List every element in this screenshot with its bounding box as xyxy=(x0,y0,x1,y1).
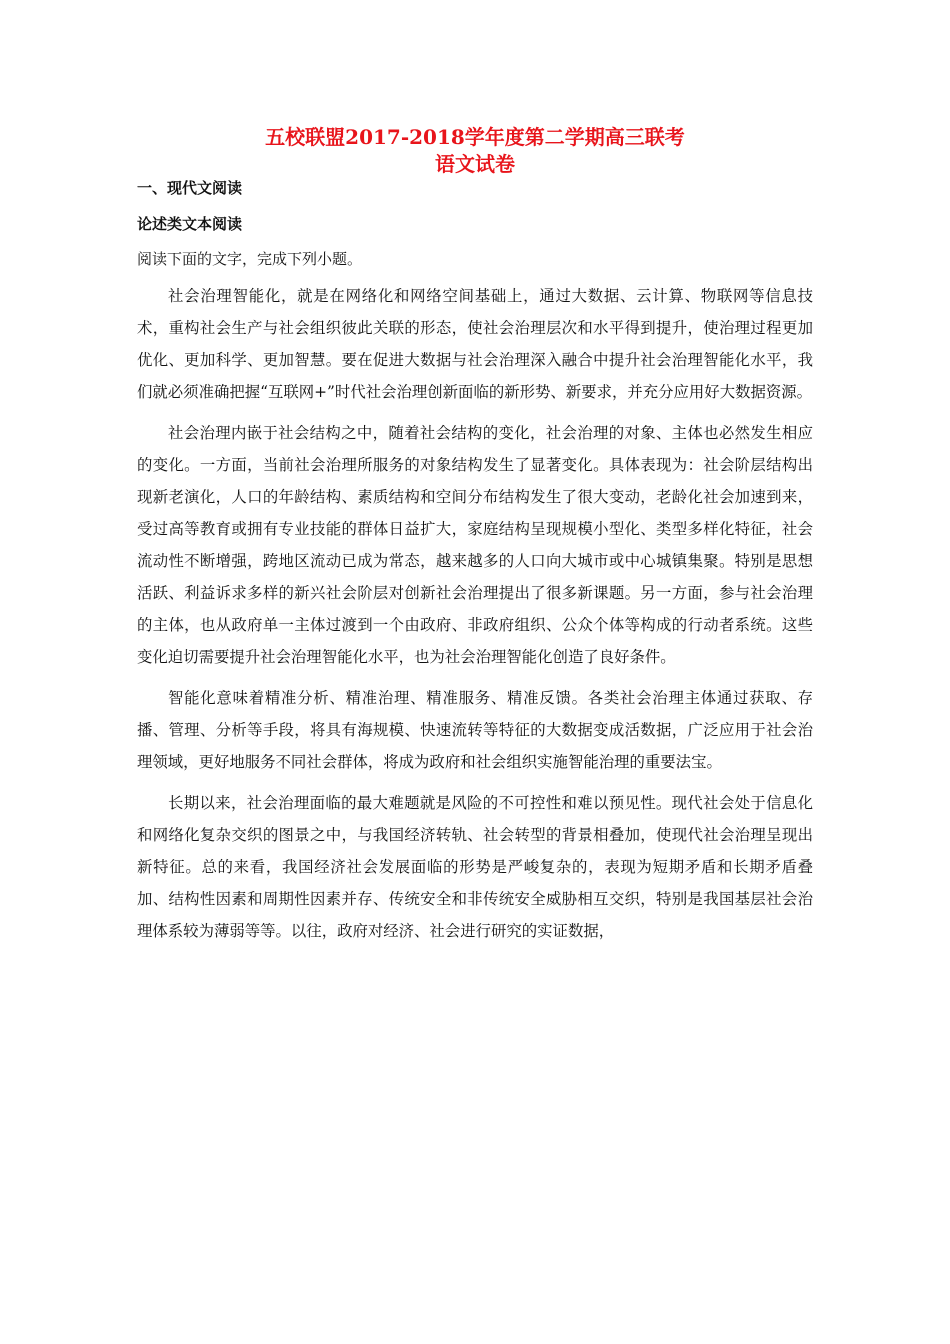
reading-instruction: 阅读下面的文字，完成下列小题。 xyxy=(137,250,363,268)
title-line-2: 语文试卷 xyxy=(435,152,515,176)
subsection-heading: 论述类文本阅读 xyxy=(137,215,243,233)
document-title xyxy=(0,124,950,178)
paragraph-3: 智能化意味着精准分析、精准治理、精准服务、精准反馈。各类社会治理主体通过获取、存播、管理、分析等手段，将具有海规模、快速流转等特征的大数据变成活数据，广泛应用于社会治理领域，更好地服务不同社会群体，将成为政府和社会组织实施智能治理的重要法宝。 xyxy=(137,689,813,771)
paragraph-2: 社会治理内嵌于社会结构之中，随着社会结构的变化，社会治理的对象、主体也必然发生相应的变化。一方面，当前社会治理所服务的对象结构发生了显著变化。具体表现为：社会阶层结构出现新老演化，人口的年龄结构、素质结构和空间分布结构发生了很大变动，老龄化社会加速到来，受过高等教育或拥有专业技能的群体日益扩大，家庭结构呈现规模小型化、类型多样化特征，社会流动性不断增强，跨地区流动已成为常态，越来越多的人口向大城市或中心城镇集聚。特别是思想活跃、利益诉求多样的新兴社会阶层对创新社会治理提出了很多新课题。另一方面，参与社会治理的主体，也从政府单一主体过渡到一个由政府、非政府组织、公众个体等构成的行动者系统。这些变化迫切需要提升社会治理智能化水平，也为社会治理智能化创造了良好条件。 xyxy=(137,424,813,666)
paragraph-4: 长期以来，社会治理面临的最大难题就是风险的不可控性和难以预见性。现代社会处于信息化和网络化复杂交织的图景之中，与我国经济转轨、社会转型的背景相叠加，使现代社会治理呈现出新特征。总的来看，我国经济社会发展面临的形势是严峻复杂的，表现为短期矛盾和长期矛盾叠加、结构性因素和周期性因素并存、传统安全和非传统安全威胁相互交织，特别是我国基层社会治理体系较为薄弱等等。以往，政府对经济、社会进行研究的实证数据， xyxy=(137,794,813,940)
section-heading: 一、现代文阅读 xyxy=(137,179,243,197)
title-line-1: 五校联盟2017-2018学年度第二学期高三联考 xyxy=(265,125,685,149)
paragraph-1: 社会治理智能化，就是在网络化和网络空间基础上，通过大数据、云计算、物联网等信息技术，重构社会生产与社会组织彼此关联的形态，使社会治理层次和水平得到提升，使治理过程更加优化、更加科学、更加智慧。要在促进大数据与社会治理深入融合中提升社会治理智能化水平，我们就必须准确把握“互联网+”时代社会治理创新面临的新形势、新要求，并充分应用好大数据资源。 xyxy=(137,287,813,401)
document-body xyxy=(137,178,813,947)
